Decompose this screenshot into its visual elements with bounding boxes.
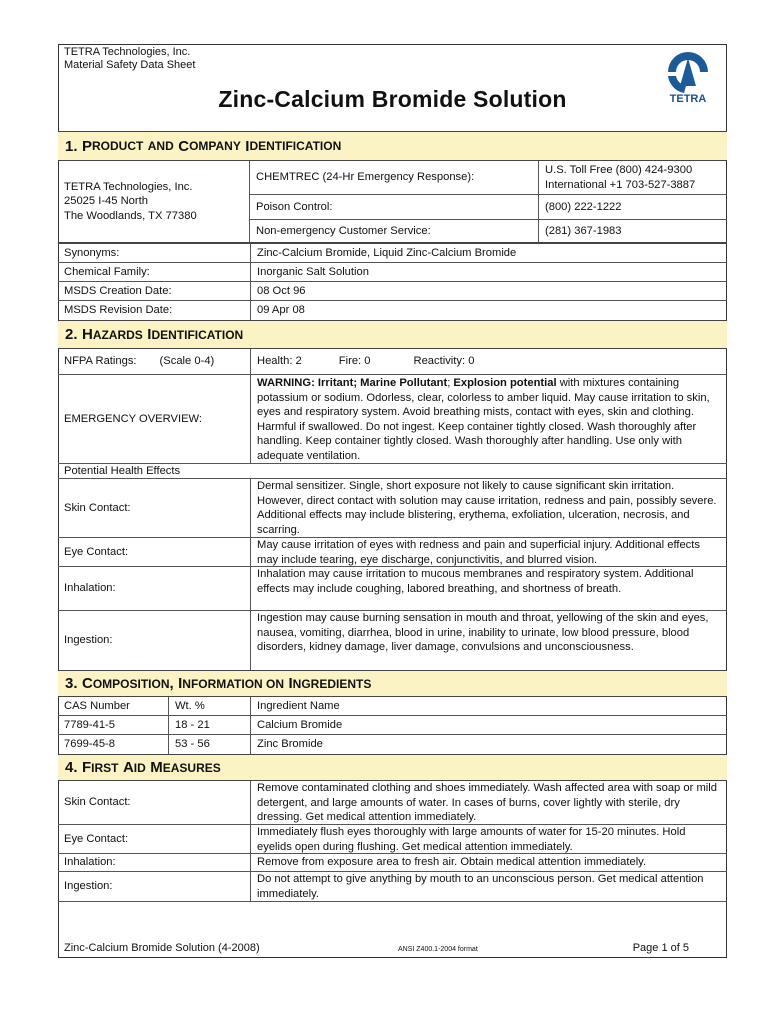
- emergency-overview-label: EMERGENCY OVERVIEW:: [64, 412, 203, 425]
- nfpa-health: Health: 2: [257, 355, 302, 368]
- health-effect-eye: Eye Contact: May cause irritation of eyes with redness and pain and superficial injury. Additional effects may include tearing, eye discharge, conjunctivitis, and blurred vision.: [58, 538, 727, 567]
- document-title: Zinc-Calcium Bromide Solution: [218, 86, 567, 112]
- company-contacts-block: [58, 161, 727, 244]
- health-effect-inhalation: Inhalation: Inhalation may cause irritation to mucous membranes and respiratory system. Additional effects may include coughing, labored breathing, and shortness of breath.: [58, 567, 727, 611]
- emergency-overview-row: [58, 375, 727, 464]
- info-row-creation-date: MSDS Creation Date: 08 Oct 96: [58, 282, 727, 301]
- health-effect-skin: Skin Contact: Dermal sensitizer. Single, short exposure not likely to cause significant skin irritation. However, direct contact with solution may cause irritation, redness and pain, possibly severe. Additional effects may include blistering, erythema, exfoliation, ulceration, necrosis, and scarring.: [58, 479, 727, 538]
- footer-page-number: Page 1 of 5: [632, 942, 689, 954]
- emergency-overview-text: WARNING: Irritant; Marine Pollutant; Explosion potential with mixtures containing potassium or sodium. Odorless, clear, colorless to amber liquid. May cause irritation to skin, eyes and respiratory system. Avoid breathing mists, contact with eyes, skin and clothing. Harmful if swallowed. Do not ingest. Keep container tightly closed. Wash thoroughly after handling. Keep container tightly closed. Wash thoroughly after handling. Use only with adequate ventilation.: [250, 375, 727, 463]
- contact-row-chemtrec: CHEMTREC (24-Hr Emergency Response): U.S. Toll Free (800) 424-9300 International +1 703-527-3887: [250, 161, 727, 195]
- first-aid-skin: Skin Contact: Remove contaminated clothing and shoes immediately. Wash affected area with soap or mild detergent, and large amounts of water. In cases of burns, cover lightly with sterile, dry dressing. Get medical attention immediately.: [58, 781, 727, 825]
- nfpa-label: NFPA Ratings:: [64, 355, 137, 368]
- section-4-header: 4. F IRST A ID M EASURES: [58, 754, 727, 781]
- first-aid-ingestion: Ingestion: Do not attempt to give anything by mouth to an unconscious person. Get medical attention immediately.: [58, 872, 727, 902]
- footer-document-name: Zinc-Calcium Bromide Solution (4-2008): [64, 942, 260, 954]
- footer-format: ANSI Z400.1-2004 format: [398, 946, 478, 953]
- info-row-chemical-family: Chemical Family: Inorganic Salt Solution: [58, 263, 727, 282]
- logo-triangle: [680, 58, 696, 86]
- section-3-header: 3. C OMPOSITION , I NFORMATION ON I NGREDIENTS: [58, 670, 727, 697]
- first-aid-inhalation: Inhalation: Remove from exposure area to fresh air. Obtain medical attention immediately.: [58, 854, 727, 872]
- composition-header-row: CAS Number Wt. % Ingredient Name: [58, 697, 727, 716]
- nfpa-fire: Fire: 0: [338, 355, 371, 368]
- company-address: TETRA Technologies, Inc. 25025 I-45 North The Woodlands, TX 77380: [64, 180, 197, 222]
- health-effect-ingestion: Ingestion: Ingestion may cause burning sensation in mouth and throat, yellowing of the skin and eyes, nausea, vomiting, diarrhea, blood in urine, inability to urinate, low blood pressure, blood disorders, kidney damage, liver damage, convulsions and unconsciousness.: [58, 611, 727, 670]
- contact-row-poison: Poison Control: (800) 222-1222: [250, 195, 727, 220]
- composition-row: 7789-41-5 18 - 21 Calcium Bromide: [58, 716, 727, 735]
- contact-row-customer-service: Non-emergency Customer Service: (281) 367-1983: [250, 220, 727, 242]
- nfpa-reactivity: Reactivity: 0: [413, 355, 475, 368]
- potential-health-effects-row: Potential Health Effects: [58, 464, 727, 479]
- section-1-header: 1. P RODUCT AND C OMPANY I DENTIFICATION: [58, 131, 727, 161]
- nfpa-ratings-row: [58, 349, 727, 375]
- logo-text: TETRA: [669, 93, 707, 104]
- composition-row: 7699-45-8 53 - 56 Zinc Bromide: [58, 735, 727, 754]
- section-2-header: 2. H AZARDS I DENTIFICATION: [58, 320, 727, 349]
- info-row-revision-date: MSDS Revision Date: 09 Apr 08: [58, 301, 727, 320]
- contacts-table: [249, 161, 727, 242]
- section-1-number: 1.: [65, 137, 78, 155]
- company-name: TETRA Technologies, Inc.: [64, 46, 191, 58]
- document-type: Material Safety Data Sheet: [64, 59, 196, 71]
- first-aid-eye: Eye Contact: Immediately flush eyes thoroughly with large amounts of water for 15-20 minutes. Hold eyelids open during flushing. Get medical attention immediately.: [58, 825, 727, 854]
- nfpa-scale: (Scale 0-4): [159, 355, 215, 368]
- info-row-synonyms: Synonyms: Zinc-Calcium Bromide, Liquid Zinc-Calcium Bromide: [58, 244, 727, 263]
